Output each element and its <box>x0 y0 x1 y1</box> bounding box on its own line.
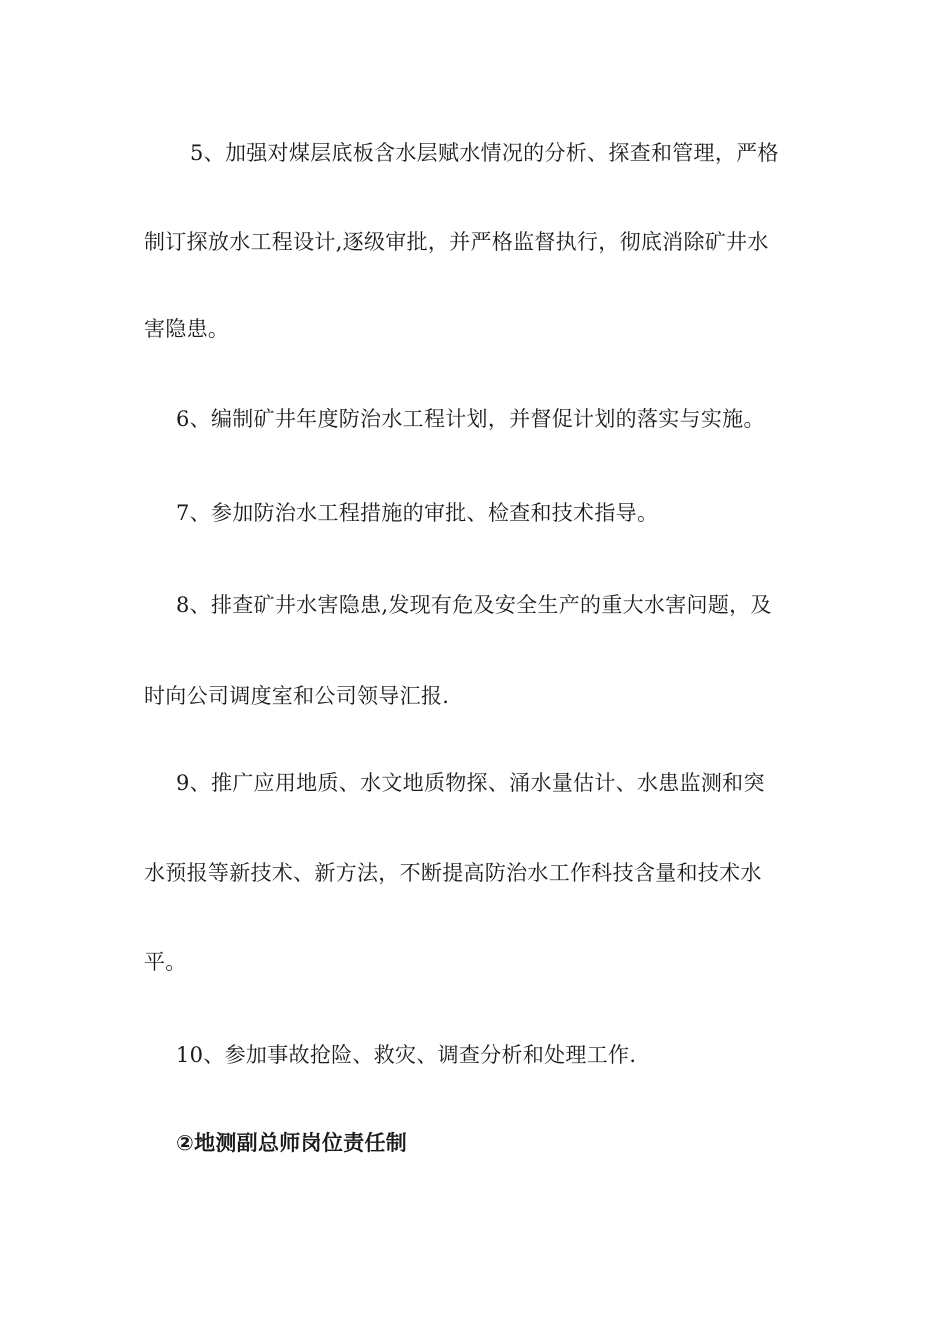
item-9-line-1: 9、推广应用地质、水文地质物探、涌水量估计、水患监测和突 <box>176 771 765 795</box>
item-10-line-1: 10、参加事故抢险、救灾、调查分析和处理工作. <box>176 1043 637 1067</box>
item-9-line-2: 水预报等新技术、新方法，不断提高防治水工作科技含量和技术水 <box>144 861 762 885</box>
item-5-line-2: 制订探放水工程设计,逐级审批，并严格监督执行，彻底消除矿井水 <box>144 230 769 254</box>
section-heading: ②地测副总师岗位责任制 <box>176 1131 408 1155</box>
item-8-line-2: 时向公司调度室和公司领导汇报. <box>144 684 450 708</box>
item-5-line-1: 5、加强对煤层底板含水层赋水情况的分析、探查和管理，严格 <box>190 141 779 165</box>
item-9-line-3: 平。 <box>144 950 187 974</box>
item-7-line-1: 7、参加防治水工程措施的审批、检查和技术指导。 <box>176 501 659 525</box>
item-5-line-3: 害隐患。 <box>144 317 230 341</box>
item-6-line-1: 6、编制矿井年度防治水工程计划，并督促计划的落实与实施。 <box>176 407 765 431</box>
item-8-line-1: 8、排查矿井水害隐患,发现有危及安全生产的重大水害问题，及 <box>176 593 772 617</box>
